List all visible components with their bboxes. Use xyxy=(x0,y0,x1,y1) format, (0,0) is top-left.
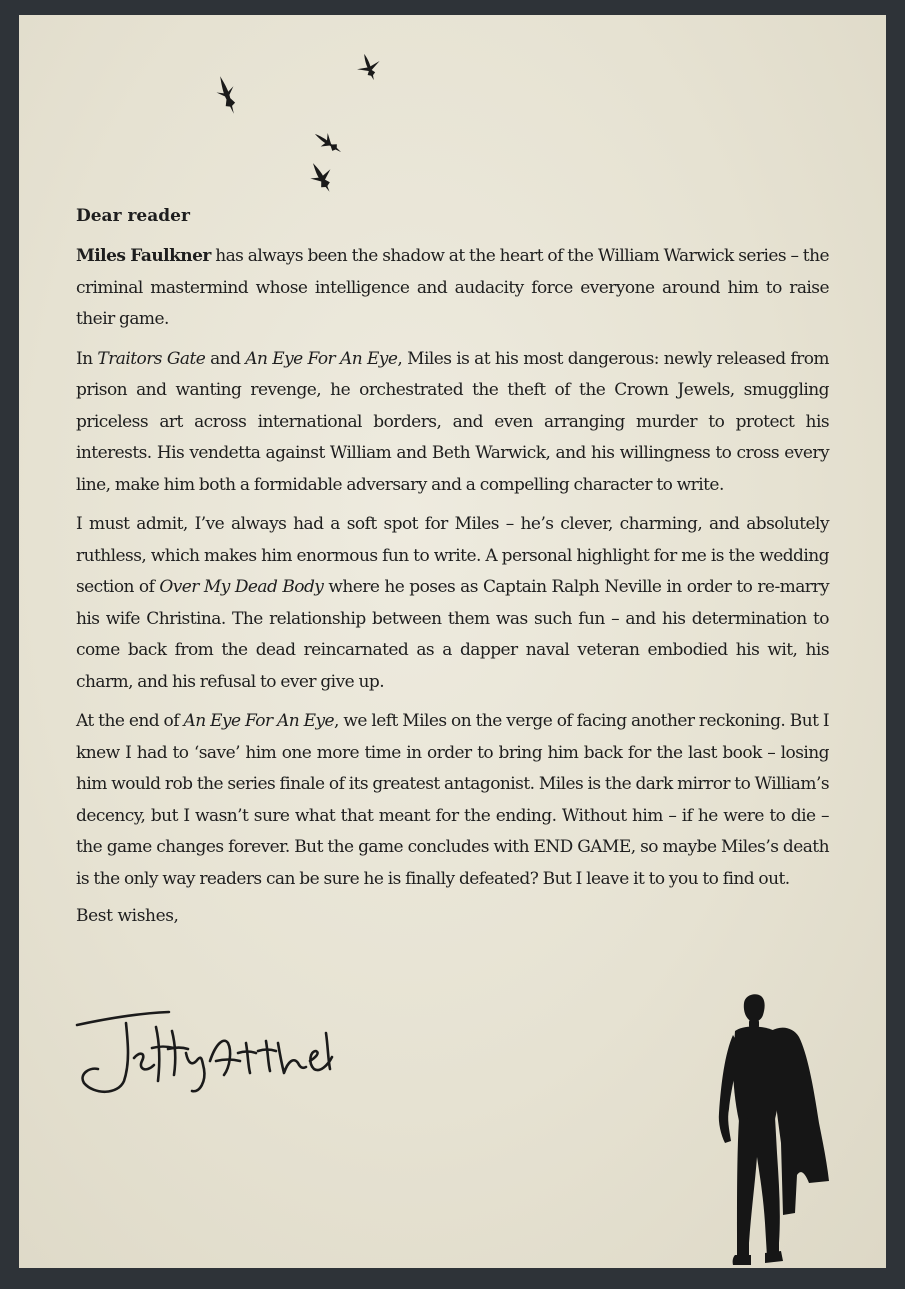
paragraph-2-text-c: , Miles is at his most dangerous: newly released from prison and wanting revenge, he orchestrated the theft of the Crown Jewels, smuggling priceless art across international borders, and even arranging murder to protect his interests. His vendetta against William and Beth Warwick, and his willingness to cross every line, make him both a formidable adversary and a compelling character to write. xyxy=(76,348,830,495)
closing: Best wishes, xyxy=(76,906,179,926)
paragraph-2-text-b: and xyxy=(205,348,246,369)
paragraph-4 xyxy=(76,706,829,895)
paragraph-3 xyxy=(76,509,829,698)
paragraph-1 xyxy=(76,241,829,336)
paragraph-4-text-b: , we left Miles on the verge of facing another reckoning. But I knew I had to ‘save’ him one more time in order to bring him back for the last book – losing him would rob the series finale of its greatest antagonist. Miles is the dark mirror to William’s decency, but I wasn’t sure what that meant for the ending. Without him – if he were to die – the game changes forever. But the game concludes with END GAME, so maybe Miles’s death is the only way readers can be sure he is finally defeated? But I leave it to you to find out. xyxy=(76,711,830,889)
letter-page xyxy=(19,15,886,1268)
bird-icon xyxy=(304,157,340,197)
paragraph-1-text: has always been the shadow at the heart of the William Warwick series – the criminal mastermind whose intelligence and audacity force everyone around him to raise their game. xyxy=(76,246,829,329)
paragraph-3-text-a: I must admit, I’ve always had a soft spot for Miles – he’s clever, charming, and absolutely ruthless, which makes him enormous fun to write. A personal highlight for me is the wedding section of xyxy=(76,514,829,597)
walking-man-figure xyxy=(709,993,839,1268)
book-title: An Eye For An Eye xyxy=(245,348,398,369)
book-title: Traitors Gate xyxy=(97,348,206,369)
letter-body xyxy=(76,203,829,930)
birds-illustration xyxy=(19,15,886,215)
character-name: Miles Faulkner xyxy=(76,246,211,266)
paragraph-2-text-a: In xyxy=(76,348,98,369)
bird-icon xyxy=(353,50,385,85)
book-title: An Eye For An Eye xyxy=(183,711,335,731)
paragraph-2 xyxy=(76,344,829,502)
salutation: Dear reader xyxy=(76,206,190,226)
book-title: Over My Dead Body xyxy=(159,577,324,597)
bird-icon xyxy=(212,73,243,117)
paragraph-4-text-a: At the end of xyxy=(76,711,184,731)
bird-icon xyxy=(311,127,346,158)
signature-image xyxy=(74,1003,334,1098)
paragraph-3-text-b: where he poses as Captain Ralph Neville in order to re-marry his wife Christina. The relationship between them was such fun – and his determination to come back from the dead reincarnated as a dapper naval veteran embodied his wit, his charm, and his refusal to ever give up. xyxy=(76,577,829,692)
